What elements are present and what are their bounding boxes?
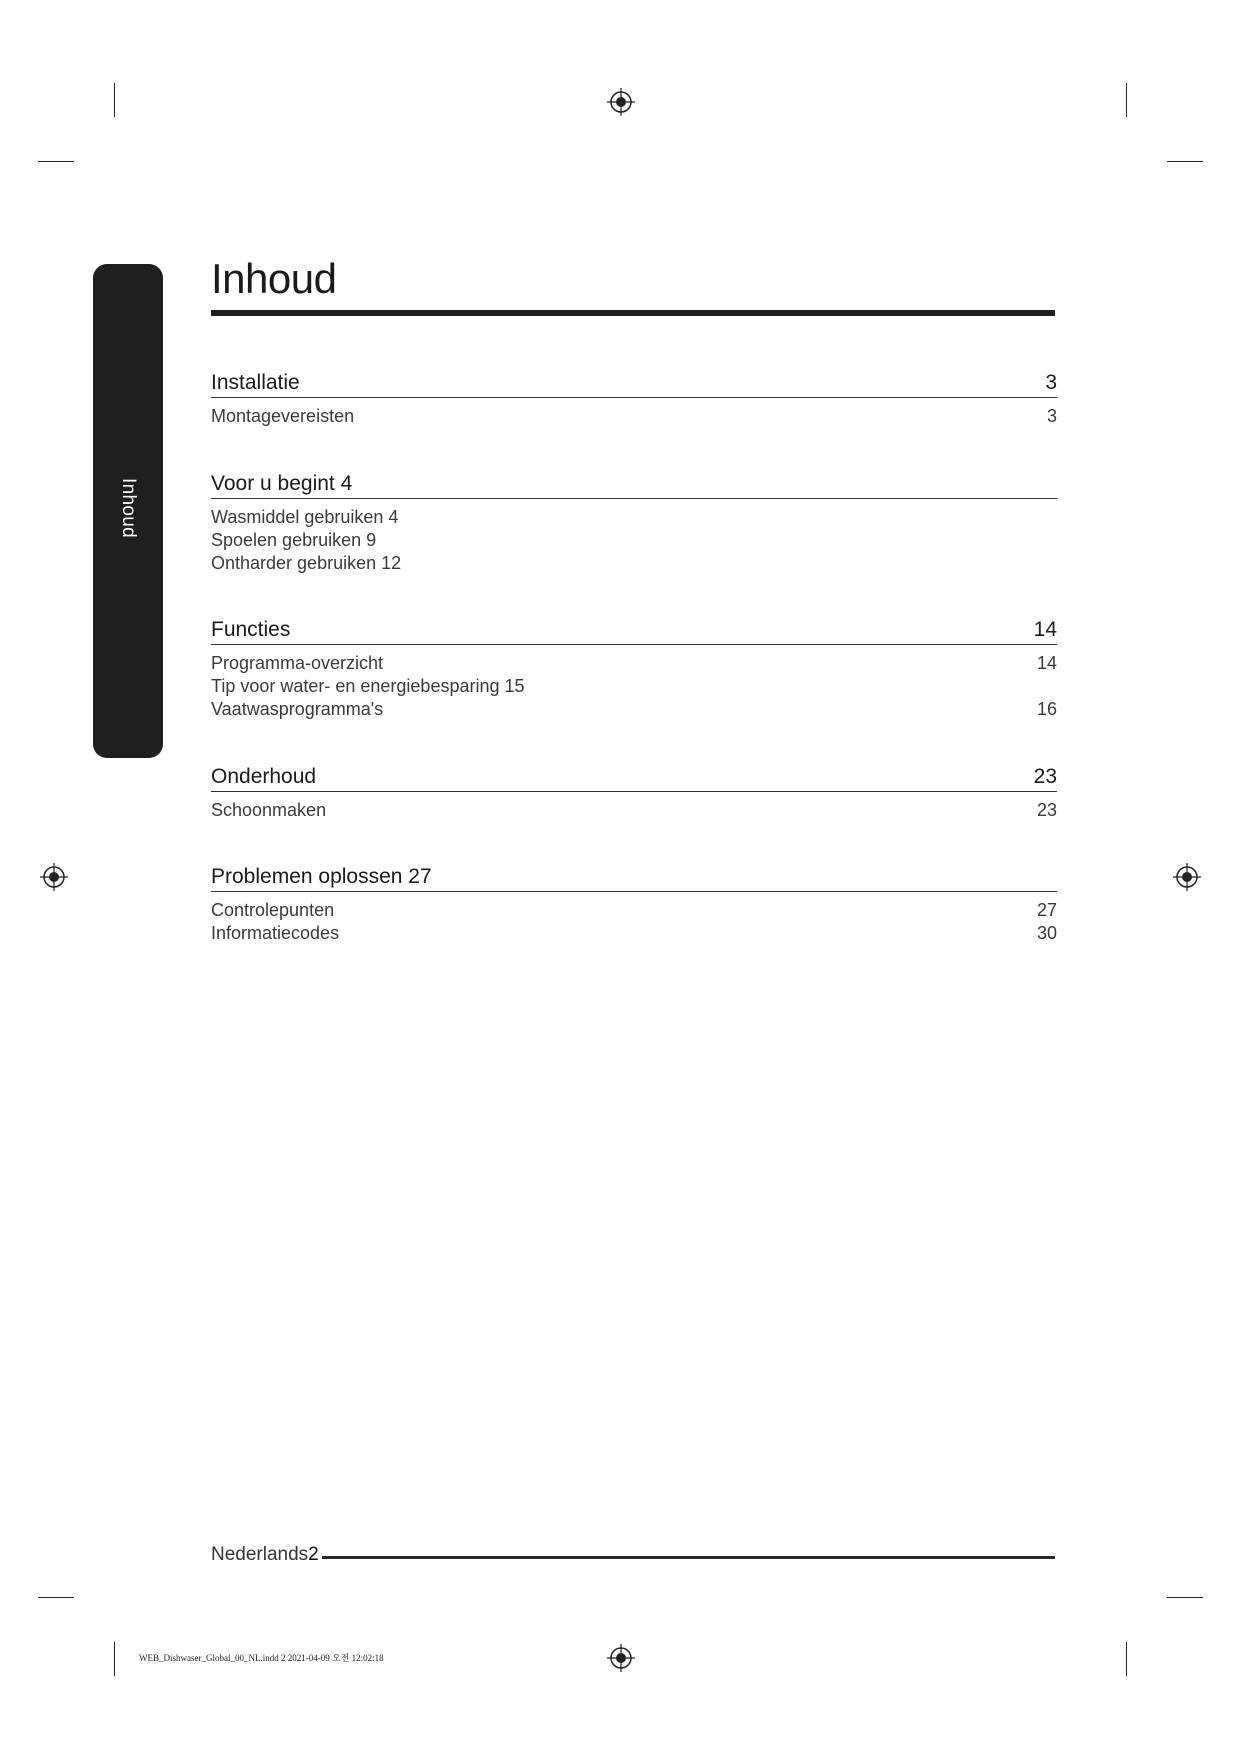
toc-section <box>211 759 1057 823</box>
toc-entry-label: Vaatwasprogramma's <box>211 699 384 719</box>
toc-section-heading[interactable] <box>211 859 1057 892</box>
toc-section-heading[interactable] <box>211 365 1057 398</box>
footer-page-label <box>211 1544 319 1566</box>
toc-entry-label: Schoonmaken <box>211 800 327 820</box>
toc-entry-page: 3 <box>1046 406 1057 426</box>
page-title: Inhoud <box>211 255 337 302</box>
side-tab-label: Inhoud <box>118 478 139 538</box>
toc-entry[interactable] <box>211 923 1057 946</box>
side-tab <box>93 264 163 758</box>
crop-mark <box>38 161 74 162</box>
toc-section-title: Problemen oplossen 27 <box>211 865 432 888</box>
toc-section-heading[interactable] <box>211 759 1057 792</box>
crop-mark <box>1167 161 1203 162</box>
toc-entry[interactable] <box>211 800 1057 823</box>
toc-entry-label: Ontharder gebruiken 12 <box>211 553 402 573</box>
toc-section-heading[interactable] <box>211 612 1057 645</box>
toc-entry-label: Spoelen gebruiken 9 <box>211 530 377 550</box>
toc-section-page: 3 <box>1045 371 1057 394</box>
print-slug: WEB_Dishwaser_Global_00_NL.indd 2 2021-04-09 오전 12:02:18 <box>139 1653 384 1663</box>
toc-section <box>211 365 1057 429</box>
crop-mark <box>1167 1597 1203 1598</box>
toc-entry[interactable] <box>211 553 1057 576</box>
toc-entry[interactable] <box>211 406 1057 429</box>
crop-mark <box>1126 83 1127 117</box>
toc-section <box>211 859 1057 946</box>
toc-section-heading[interactable] <box>211 466 1057 499</box>
toc-entry-label: Programma-overzicht <box>211 653 384 673</box>
toc-entry[interactable] <box>211 699 1057 722</box>
toc-entry-label: Wasmiddel gebruiken 4 <box>211 507 399 527</box>
footer-page-number: 2 <box>308 1544 319 1565</box>
toc-entry[interactable] <box>211 653 1057 676</box>
toc-entry[interactable] <box>211 900 1057 923</box>
toc-entry[interactable] <box>211 507 1057 530</box>
toc-section-title: Voor u begint 4 <box>211 472 353 495</box>
crop-mark <box>114 1642 115 1676</box>
toc-entry-label: Tip voor water- en energiebesparing 15 <box>211 676 525 696</box>
crop-mark <box>114 83 115 117</box>
footer-rule <box>322 1556 1055 1559</box>
toc-entry[interactable] <box>211 676 1057 699</box>
toc-entry-page: 23 <box>1036 800 1057 820</box>
toc-section-title: Onderhoud <box>211 765 317 788</box>
toc-entry-page: 16 <box>1036 699 1057 719</box>
toc-section-page: 23 <box>1033 765 1057 788</box>
toc-section <box>211 466 1057 576</box>
toc-entry-page: 27 <box>1036 900 1057 920</box>
toc-entry-label: Controlepunten <box>211 900 335 920</box>
footer-language: Nederlands <box>211 1544 309 1565</box>
toc-entry-label: Informatiecodes <box>211 923 340 943</box>
toc-entry-page: 30 <box>1036 923 1057 943</box>
toc-entry-page: 14 <box>1036 653 1057 673</box>
registration-mark-icon <box>1172 862 1202 892</box>
crop-mark <box>1126 1642 1127 1676</box>
crop-mark <box>38 1597 74 1598</box>
toc-entry[interactable] <box>211 530 1057 553</box>
registration-mark-icon <box>39 862 69 892</box>
toc-section-title: Installatie <box>211 371 300 394</box>
title-rule <box>211 310 1055 316</box>
toc-section-title: Functies <box>211 618 291 641</box>
toc-entry-label: Montagevereisten <box>211 406 355 426</box>
toc-section <box>211 612 1057 722</box>
registration-mark-icon <box>606 1643 636 1673</box>
registration-mark-icon <box>606 87 636 117</box>
toc-section-page: 14 <box>1033 618 1057 641</box>
